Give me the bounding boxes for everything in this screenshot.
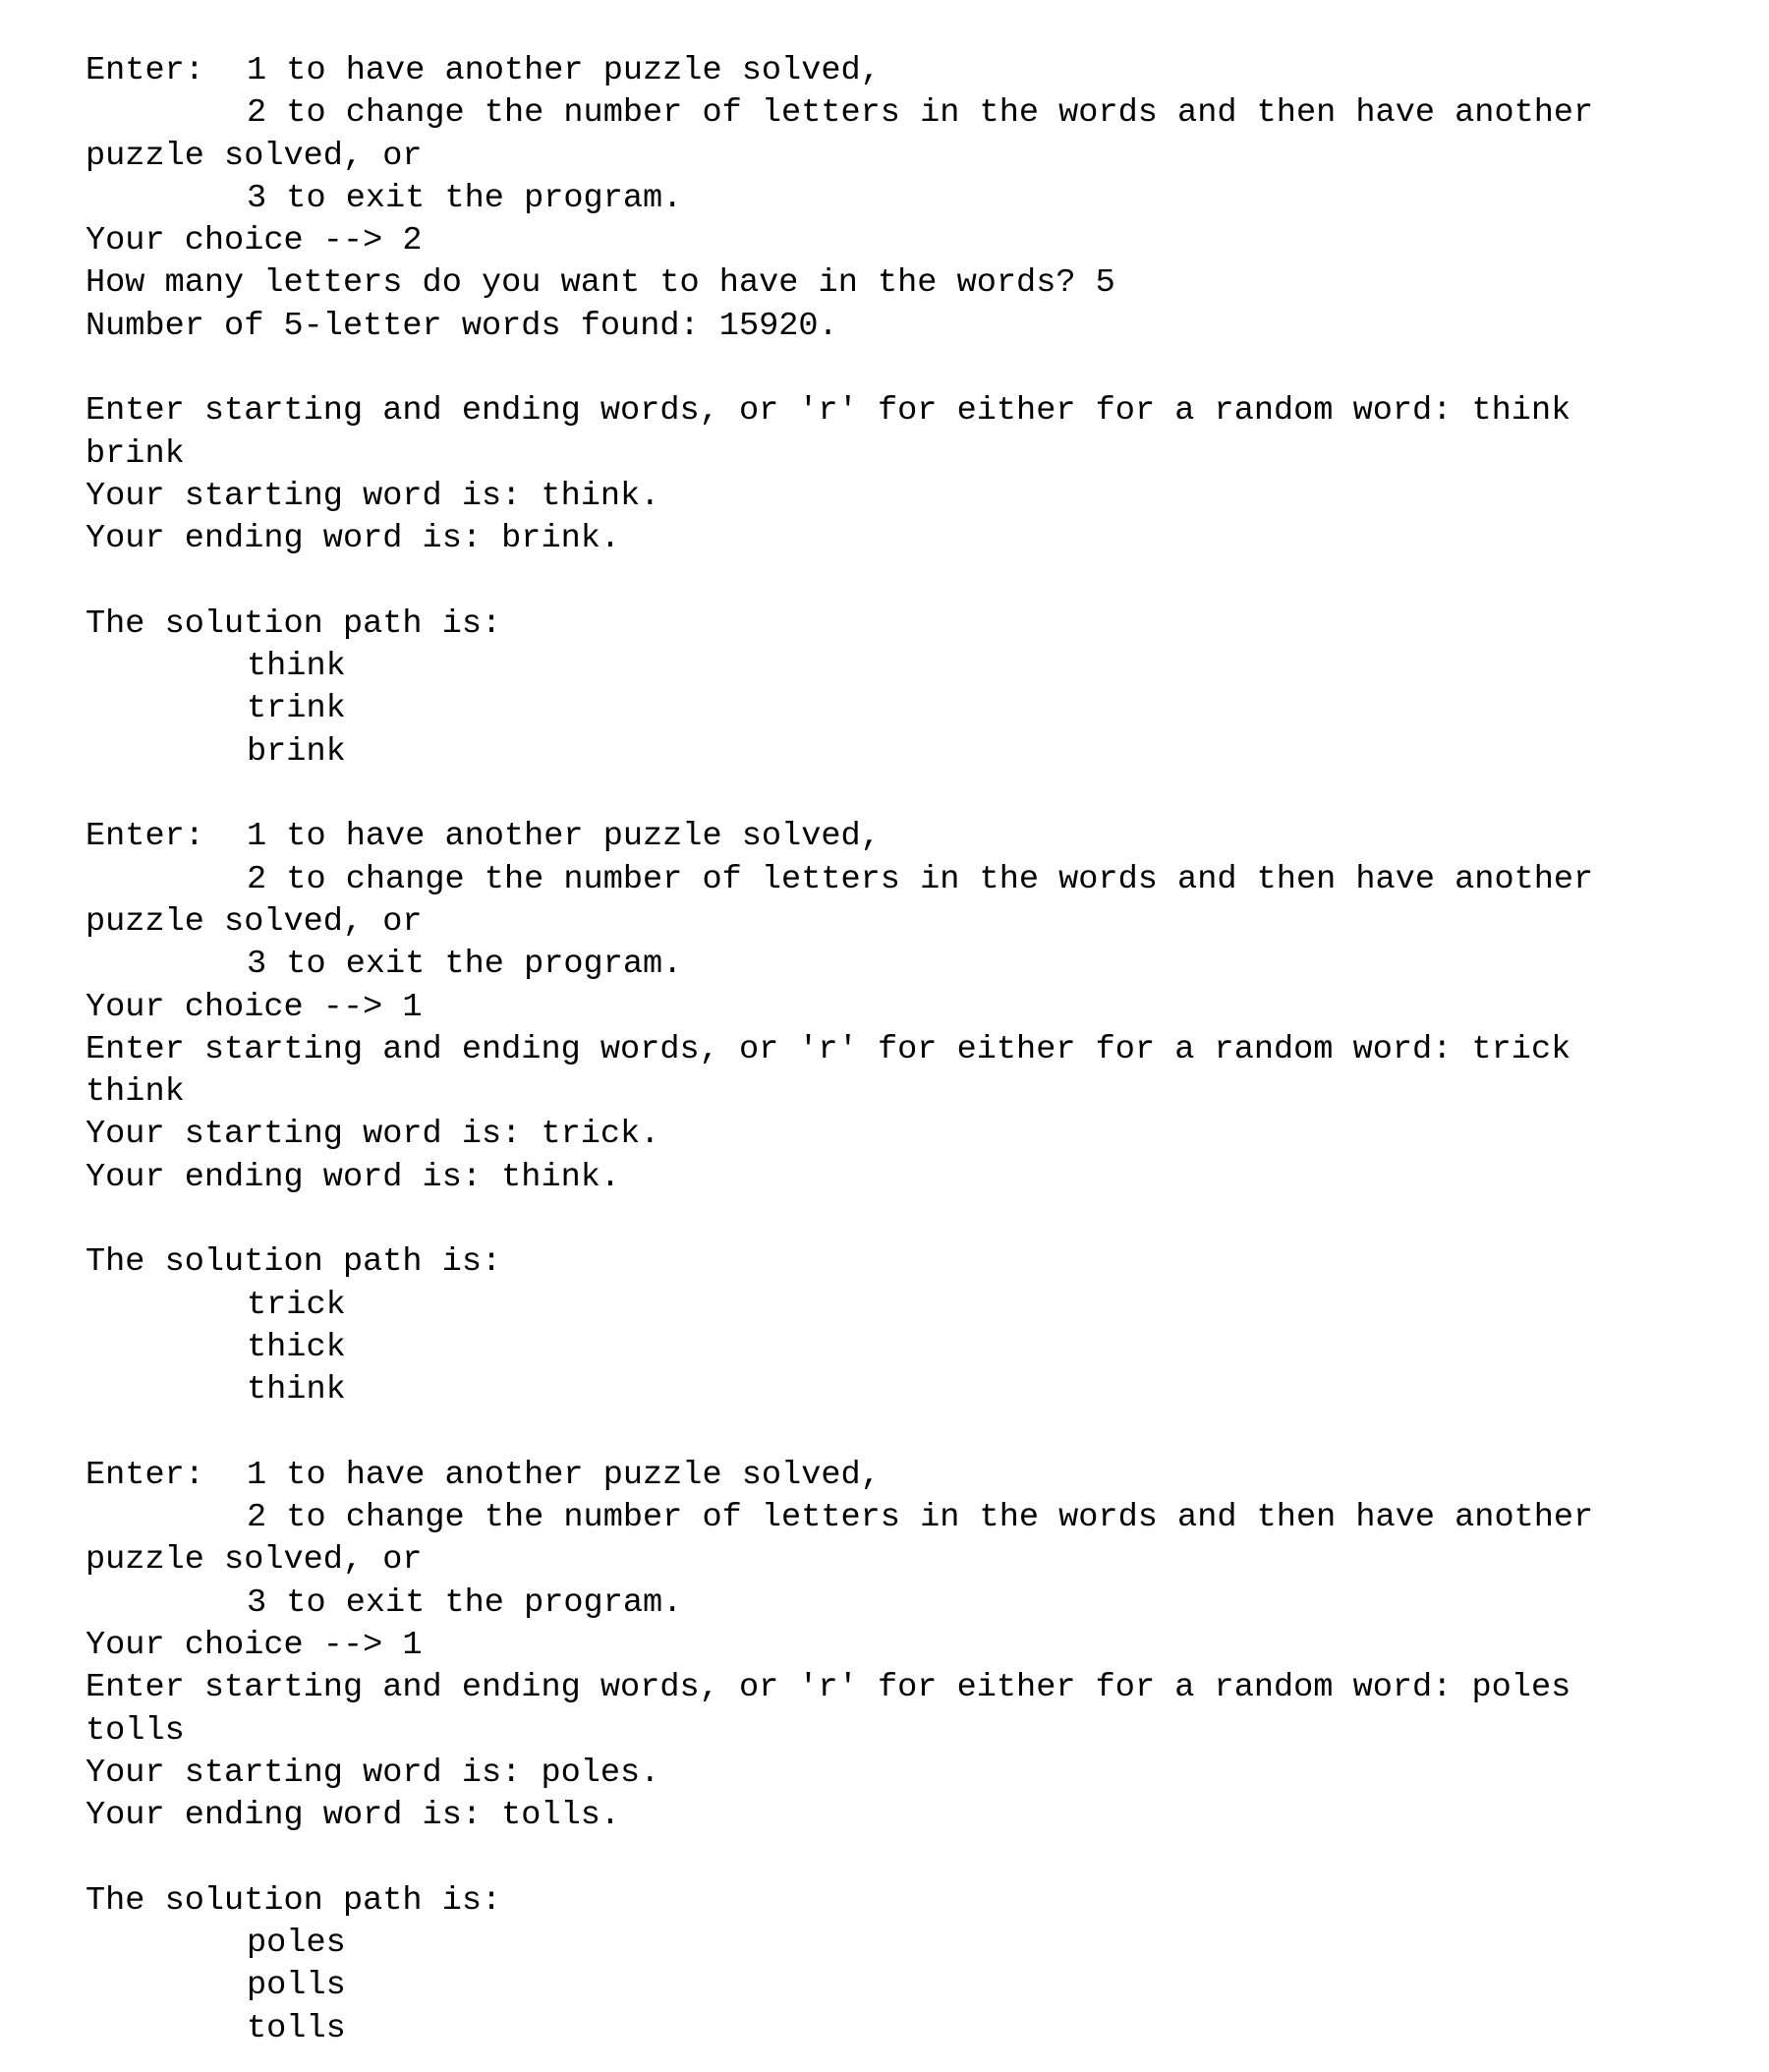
starting-word-line: Your starting word is: trick. <box>86 1116 660 1154</box>
solution-path-header: The solution path is: <box>86 604 502 643</box>
menu-option-2: 2 to change the number of letters in the words and then have another <box>247 1499 1594 1537</box>
words-prompt-continued: brink <box>86 434 185 473</box>
menu-option-1: 1 to have another puzzle solved, <box>247 52 881 89</box>
menu-option-3: 3 to exit the program. <box>247 1583 683 1622</box>
path-word: trick <box>247 1286 346 1324</box>
path-word: think <box>247 648 346 686</box>
starting-word-line: Your starting word is: poles. <box>86 1754 660 1792</box>
solution-path-header: The solution path is: <box>86 1881 502 1920</box>
ending-word-line: Your ending word is: brink. <box>86 520 621 558</box>
letters-prompt-line: How many letters do you want to have in the words? 5 <box>86 264 1115 303</box>
words-prompt-line: Enter starting and ending words, or 'r' for either for a random word: poles <box>86 1669 1571 1707</box>
menu-line-option3 <box>86 1583 1746 1625</box>
path-word: brink <box>247 732 346 771</box>
path-word: trink <box>247 690 346 728</box>
menu-line-option2 <box>86 1497 1746 1539</box>
choice-line: Your choice --> 1 <box>86 988 423 1026</box>
words-prompt-continued: think <box>86 1073 185 1112</box>
menu-option-1: 1 to have another puzzle solved, <box>247 1456 881 1494</box>
solution-path-word <box>86 2008 1746 2050</box>
ending-word-line: Your ending word is: tolls. <box>86 1797 621 1835</box>
menu-option-1: 1 to have another puzzle solved, <box>247 818 881 856</box>
menu-option-3: 3 to exit the program. <box>247 179 683 217</box>
console-output <box>86 50 1746 2050</box>
menu-line-option3 <box>86 178 1746 220</box>
ending-word-line: Your ending word is: think. <box>86 1158 621 1196</box>
starting-word-line: Your starting word is: think. <box>86 477 660 515</box>
menu-line-option1 <box>86 50 1746 92</box>
menu-option-2-continued: puzzle solved, or <box>86 1541 423 1580</box>
solution-path-header: The solution path is: <box>86 1243 502 1282</box>
path-word: poles <box>247 1925 346 1963</box>
path-word: tolls <box>247 2009 346 2047</box>
solution-path-word <box>86 688 1746 730</box>
menu-option-2-continued: puzzle solved, or <box>86 137 423 175</box>
menu-option-2: 2 to change the number of letters in the words and then have another <box>247 860 1594 898</box>
menu-line-option3 <box>86 944 1746 986</box>
menu-enter-label: Enter: <box>86 1456 204 1494</box>
solution-path-word <box>86 1327 1746 1369</box>
menu-line-option1 <box>86 1455 1746 1497</box>
solution-path-word <box>86 1923 1746 1965</box>
path-word: think <box>247 1371 346 1410</box>
solution-path-word <box>86 1285 1746 1327</box>
words-found-line: Number of 5-letter words found: 15920. <box>86 307 838 345</box>
choice-line: Your choice --> 2 <box>86 222 423 260</box>
words-prompt-line: Enter starting and ending words, or 'r' for either for a random word: think <box>86 392 1571 431</box>
menu-option-3: 3 to exit the program. <box>247 946 683 984</box>
path-word: polls <box>247 1967 346 2005</box>
solution-path-word <box>86 1369 1746 1411</box>
menu-enter-label: Enter: <box>86 818 204 856</box>
menu-option-2: 2 to change the number of letters in the words and then have another <box>247 94 1594 133</box>
choice-line: Your choice --> 1 <box>86 1626 423 1664</box>
menu-line-option2 <box>86 859 1746 901</box>
solution-path-word <box>86 1965 1746 2007</box>
menu-option-2-continued: puzzle solved, or <box>86 902 423 941</box>
menu-line-option2 <box>86 92 1746 135</box>
solution-path-word <box>86 731 1746 774</box>
path-word: thick <box>247 1328 346 1366</box>
words-prompt-continued: tolls <box>86 1711 185 1750</box>
words-prompt-line: Enter starting and ending words, or 'r' for either for a random word: trick <box>86 1030 1571 1068</box>
menu-line-option1 <box>86 816 1746 858</box>
solution-path-word <box>86 646 1746 688</box>
menu-enter-label: Enter: <box>86 52 204 89</box>
